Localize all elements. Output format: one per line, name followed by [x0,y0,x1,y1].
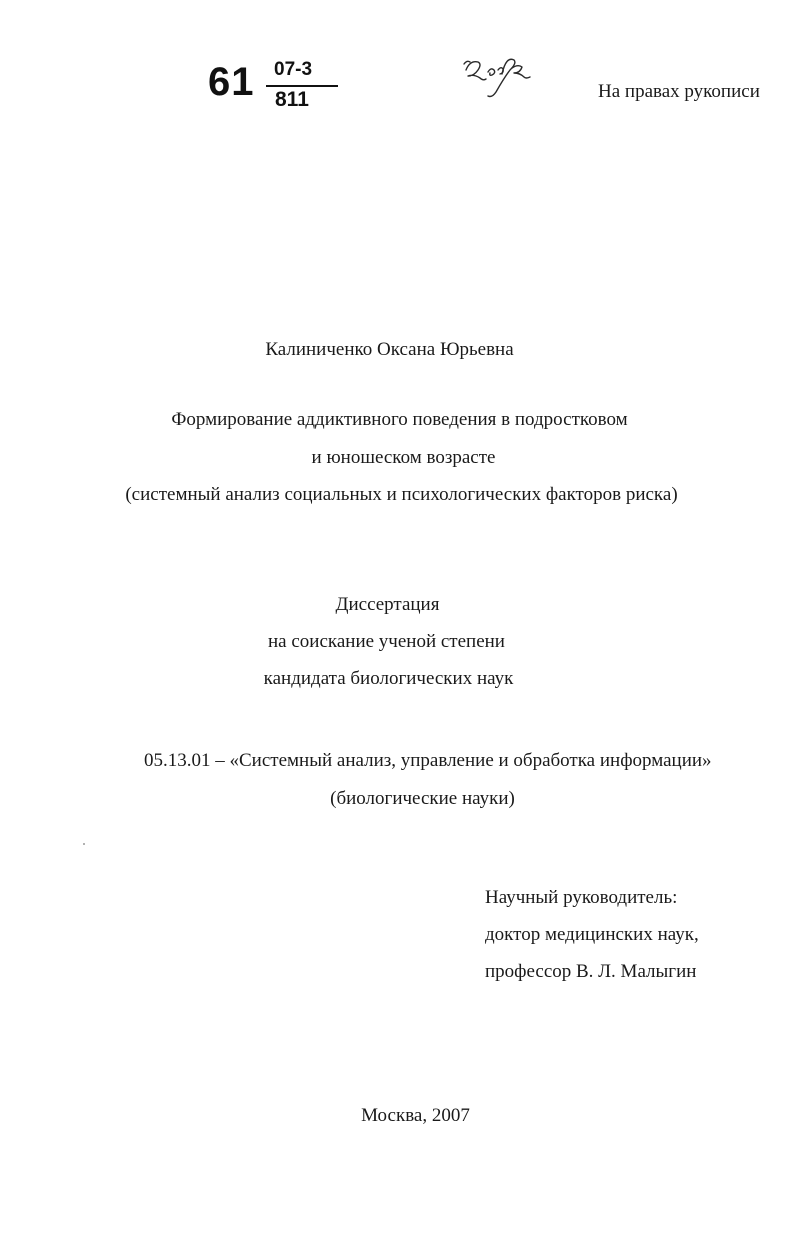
specialty-code: 05.13.01 – «Системный анализ, управление и обработка информации» [144,750,712,771]
degree-line: на соискание ученой степени [268,631,505,652]
dissertation-label: Диссертация [335,594,440,615]
title-line-1: Формирование аддиктивного поведения в подростковом [171,409,628,430]
stamp-fraction-line [266,85,338,87]
advisor-degree: доктор медицинских наук, [485,924,699,945]
title-line-2: и юношеском возрасте [311,447,496,468]
stamp-denominator: 811 [275,88,309,111]
advisor-name: профессор В. Л. Малыгин [485,961,697,982]
author-name: Калиниченко Оксана Юрьевна [265,339,514,360]
degree-type: кандидата биологических наук [263,668,514,689]
specialty-field: (биологические науки) [330,788,515,809]
handwritten-signature [458,52,538,100]
scan-speck [83,843,85,845]
advisor-label: Научный руководитель: [485,887,678,908]
stamp-code: 61 [208,60,255,104]
stamp-numerator: 07-3 [274,59,313,80]
city-year: Москва, 2007 [361,1105,470,1126]
title-line-3: (системный анализ социальных и психологических факторов риска) [125,484,678,505]
library-stamp [208,58,338,118]
manuscript-rights: На правах рукописи [598,81,760,102]
